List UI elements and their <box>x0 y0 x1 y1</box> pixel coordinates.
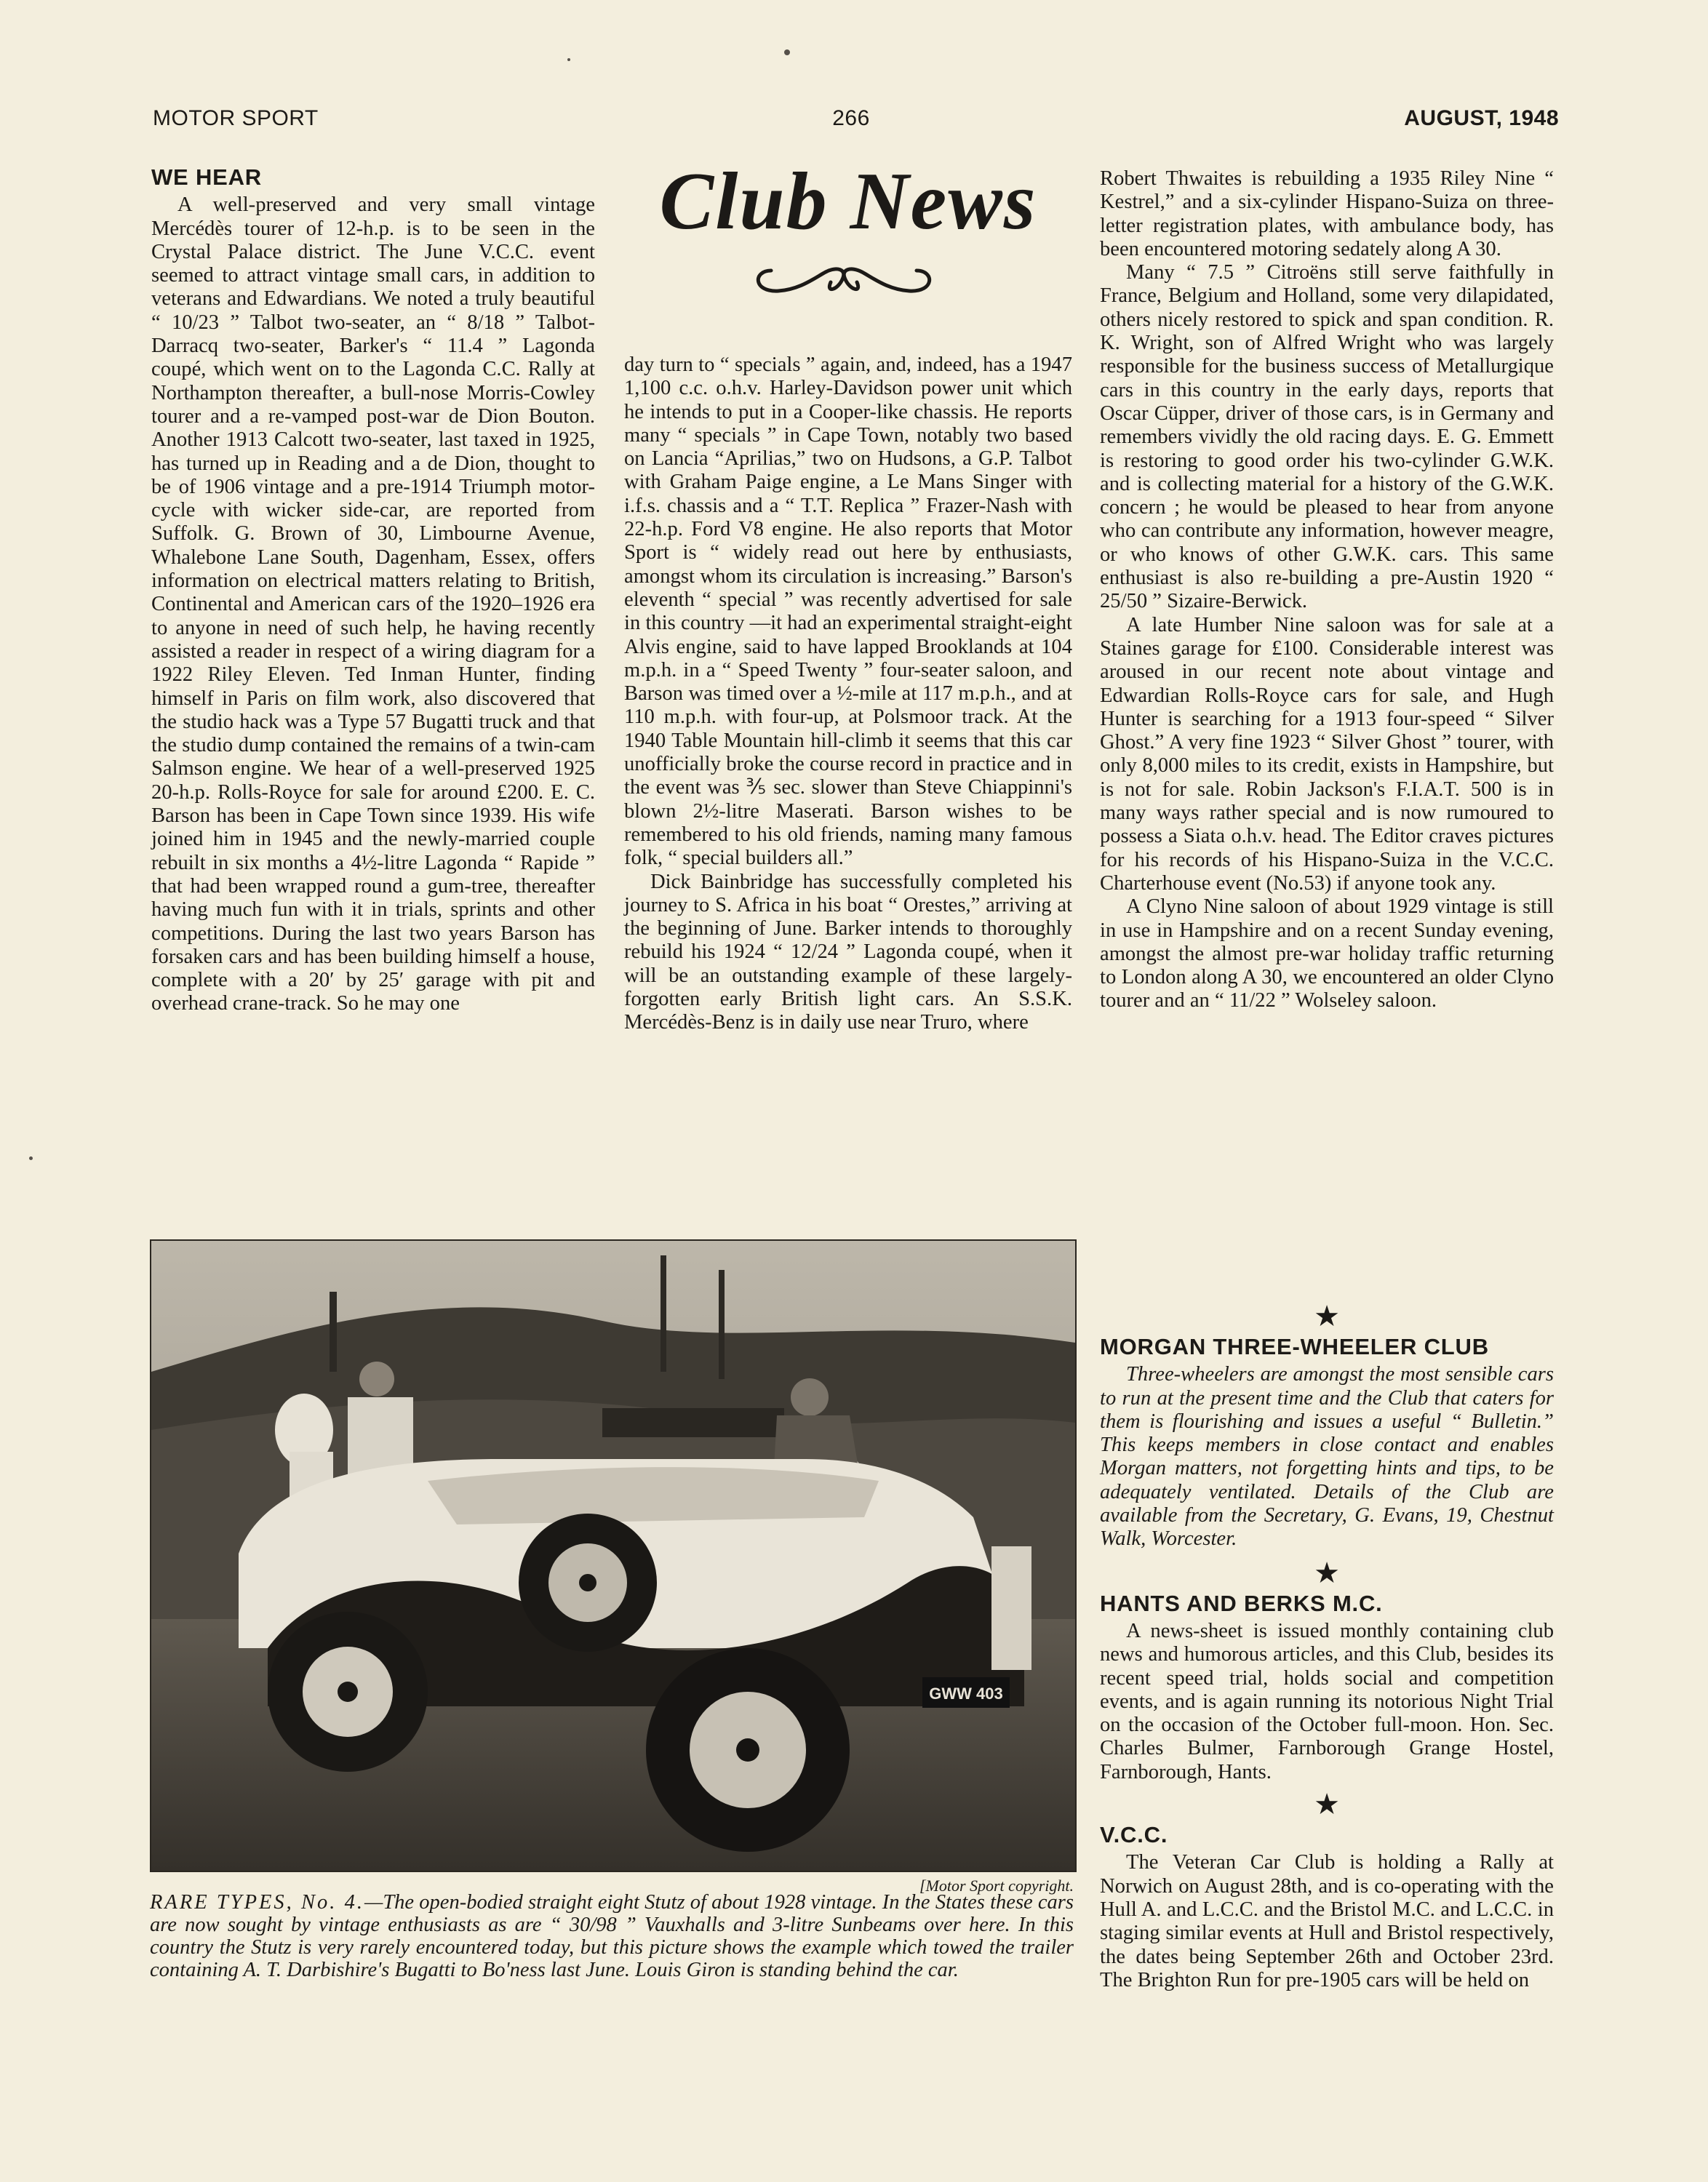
issue-date: AUGUST, 1948 <box>1404 106 1559 130</box>
middle-column <box>624 353 1072 1035</box>
right-paragraph-2: Many “ 7.5 ” Citroëns still serve faithfully in France, Belgium and Holland, some very dilapidated, others nicely restored to spick and span condition. R. K. Wright, son of Alfred Wright who was largely responsible for the business success of Metallurgique cars in this country in the early days, reports that Oscar Cüpper, driver of those cars, is in Germany and remembers vividly the old racing days. E. G. Emmett is restoring to good order his two-cylinder G.W.K. and is collecting material for a history of the G.W.K. concern ; he would be pleased to hear from anyone who can contribute any information, however meagre, or who knows of other G.W.K. cars. This same enthusiast is also re-building a pre-Austin 1920 “ 25/50 ” Sizaire-Berwick. <box>1100 261 1554 613</box>
scan-speck <box>29 1156 33 1160</box>
middle-paragraph-1: day turn to “ specials ” again, and, indeed, has a 1947 1,100 c.c. o.h.v. Harley-Davidson power unit which he intends to put in a Cooper-like chassis. He reports many “ specials ” in Cape Town, notably two based on Lancia “Aprilias,” two on Hudsons, a G.P. Talbot with Graham Paige engine, a Le Mans Singer with i.f.s. chassis and a “ T.T. Replica ” Frazer-Nash with 22-h.p. Ford V8 engine. He also reports that Motor Sport is “ widely read out here by enthusiasts, amongst whom its circulation is increasing.” Barson's eleventh “ special ” was recently advertised for sale in this country —it had an experimental straight-eight Alvis engine, said to have lapped Brooklands at 104 m.p.h. in a “ Speed Twenty ” four-seater saloon, and Barson was timed over a ½-mile at 117 m.p.h., and at 110 m.p.h. with four-up, at Polsmoor track. At the 1940 Table Mountain hill-climb it seems that this car unofficially broke the course record in practice and in the event was ⅗ sec. slower than Steve Chiappinni's blown 2½-litre Maserati. Barson wishes to be remembered to his old friends, naming many famous folk, “ special builders all.” <box>624 353 1072 870</box>
scan-speck <box>567 58 570 61</box>
morgan-heading: MORGAN THREE-WHEELER CLUB <box>1100 1334 1489 1359</box>
caption-text: —The open-bodied straight eight Stutz of about 1928 vintage. In the States these cars are now sought by vintage enthusiasts as are “ 30/98 ” Vauxhalls and 3-litre Sunbeams over here. In this country the Stutz is very rarely encountered today, but this picture shows the example which towed the trailer containing A. T. Darbishire's Bugatti to Bo'ness last June. Louis Giron is standing behind the car. <box>150 1891 1074 1981</box>
right-paragraph-4: A Clyno Nine saloon of about 1929 vintage is still in use in Hampshire and on a recent Sunday evening, amongst the almost pre-war holiday traffic returning to London along A 30, we encountered an older Clyno tourer and an “ 11/22 ” Wolseley saloon. <box>1100 895 1554 1012</box>
star-icon: ★ <box>1314 1788 1340 1821</box>
right-paragraph-1: Robert Thwaites is rebuilding a 1935 Riley Nine “ Kestrel,” and a six-cylinder Hispano-Suiza on three-letter registration plates, with ambulance body, has been encountered motoring sedately along A 30. <box>1100 167 1554 260</box>
license-plate: GWW 403 <box>929 1685 1003 1703</box>
hants-text: A news-sheet is issued monthly containing club news and humorous articles, and this Club, besides its recent speed trial, holds social and competition events, and is again running its notorious Night Trial on the occasion of the October full-moon. Hon. Sec. Charles Bulmer, Farnborough Grange Hostel, Farnborough, Hants. <box>1100 1619 1554 1783</box>
club-notices <box>1100 1298 1554 1992</box>
right-column <box>1100 167 1554 1013</box>
star-icon: ★ <box>1314 1300 1340 1332</box>
morgan-text: Three-wheelers are amongst the most sensible cars to run at the present time and the Club that caters for them is flourishing and issues a useful “ Bulletin.” This keeps members in close contact and enables Morgan matters, not forgetting hints and tips, to be adequately ventilated. Details of the Club are available from the Secretary, G. Evans, 19, Chestnut Walk, Worcester. <box>1100 1363 1554 1551</box>
hants-heading: HANTS AND BERKS M.C. <box>1100 1590 1383 1616</box>
we-hear-heading: WE HEAR <box>151 164 262 190</box>
photo-illustration <box>151 1241 1075 1871</box>
vcc-heading: V.C.C. <box>1100 1822 1168 1848</box>
photo-credit: [Motor Sport copyright. <box>919 1877 1074 1895</box>
stutz-photograph <box>150 1239 1077 1872</box>
publication-name: MOTOR SPORT <box>153 106 319 130</box>
photo-caption <box>150 1891 1074 1981</box>
we-hear-text: A well-preserved and very small vintage Mercédès tourer of 12-h.p. is to be seen in the Crystal Palace district. The June V.C.C. event seemed to attract vintage small cars, in addition to veterans and Edwardians. We noted a truly beautiful “ 10/23 ” Talbot two-seater, an “ 8/18 ” Talbot-Darracq two-seater, Barker's “ 11.4 ” Lagonda coupé, which went on to the Lagonda C.C. Rally at Northampton thereafter, a bull-nose Morris-Cowley tourer and a re-vamped post-war de Dion Bouton. Another 1913 Calcott two-seater, last taxed in 1925, has turned up in Reading and a de Dion, thought to be of 1906 vintage and a pre-1914 Triumph motor-cycle with wicker side-car, are reported from Suffolk. G. Brown of 30, Limbourne Avenue, Whalebone Lane South, Dagenham, Essex, offers information on electrical matters relating to British, Continental and American cars of the 1920–1926 era to anyone in need of such help, he having recently assisted a reader in respect of a wiring diagram for a 1922 Riley Eleven. Ted Inman Hunter, finding himself in Paris on film work, also discovered that the studio hack was a Type 57 Bugatti truck and that the studio dump contained the remains of a twin-cam Salmson engine. We hear of a well-preserved 1925 20-h.p. Rolls-Royce for sale for around £200. E. C. Barson has been in Cape Town since 1939. His wife joined him in 1945 and the newly-married couple rebuilt in six months a 4½-litre Lagonda “ Rapide ” that had been wrapped round a gum-tree, thereafter having much fun with it in trials, sprints and other competitions. During the last two years Barson has forsaken cars and has been building himself a house, complete with a 20′ by 25′ garage with pit and overhead crane-track. So he may one <box>151 193 595 1015</box>
we-hear-column <box>151 166 595 1016</box>
middle-paragraph-2: Dick Bainbridge has successfully completed his journey to S. Africa in his boat “ Orestes,” arriving at the beginning of June. Barker intends to thoroughly rebuild his 1924 “ 12/24 ” Lagonda coupé, when it will be an outstanding example of these largely-forgotten early British light cars. An S.S.K. Mercédès-Benz is in daily use near Truro, where <box>624 870 1072 1034</box>
caption-title: RARE TYPES, No. 4. <box>150 1891 364 1914</box>
page-title: Club News <box>659 156 1037 247</box>
right-paragraph-3: A late Humber Nine saloon was for sale at a Staines garage for £100. Considerable interest was aroused in our recent note about vintage and Edwardian Rolls-Royce cars for sale, and Hugh Hunter is searching for a 1913 four-speed “ Silver Ghost.” A very fine 1923 “ Silver Ghost ” tourer, with only 8,000 miles to its credit, exists in Hampshire, but is not for sale. Robin Jackson's F.I.A.T. 500 is in many ways rather special and is now rumoured to possess a Siata o.h.v. head. The Editor craves pictures for his records of his Hispano-Suiza in the V.C.C. Charterhouse event (No.53) if anyone took any. <box>1100 613 1554 895</box>
scan-speck <box>784 49 790 55</box>
star-icon: ★ <box>1314 1556 1340 1589</box>
page-number: 266 <box>832 106 870 130</box>
vcc-text: The Veteran Car Club is holding a Rally at Norwich on August 28th, and is co-operating with the Hull A. and L.C.C. and the Bristol M.C. and L.C.C. in staging similar events at Hull and Bristol respectively, the dates being September 26th and October 23rd. The Brighton Run for pre-1905 cars will be held on <box>1100 1851 1554 1991</box>
title-ornament <box>749 256 938 300</box>
